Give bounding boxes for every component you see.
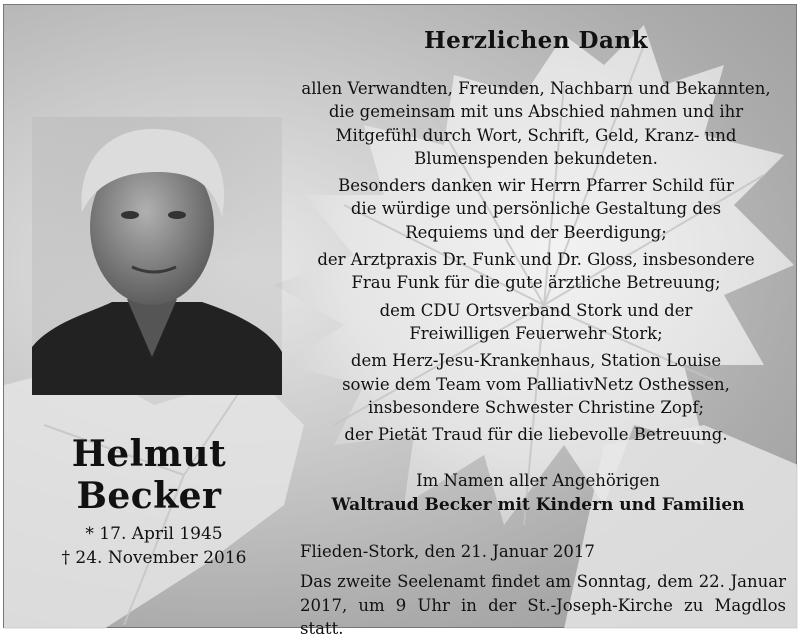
signature-names: Waltraud Becker mit Kindern und Familien [331,495,745,515]
text-line: insbesondere Schwester Christine Zopf; [367,397,705,417]
text-line: der Pietät Traud für die liebevolle Betreuung. [344,425,728,445]
page-title: Herzlichen Dank [423,27,649,54]
text-line: sowie dem Team vom PalliativNetz Osthessen, [342,374,730,394]
signature-intro: Im Namen aller Angehörigen [416,471,660,490]
text-line: Freiwilligen Feuerwehr Stork; [409,323,663,343]
paragraph [282,174,790,244]
death-date: † 24. November 2016 [61,548,247,568]
text-line: die würdige und persönliche Gestaltung des [350,199,722,219]
first-name: Helmut [71,433,227,475]
paragraph [282,77,790,170]
last-name: Becker [76,475,222,517]
life-dates [44,522,264,570]
mass-notice: Das zweite Seelenamt findet am Sonntag, dem 22. Januar 2017, um 9 Uhr in der St.-Joseph-Kirche zu Magdlos statt. [300,572,786,638]
text-line: dem Herz-Jesu-Krankenhaus, Station Louise [350,351,722,371]
text-line: Requiems und der Beerdigung; [405,222,667,242]
deceased-name [24,433,274,517]
paragraph [282,248,790,295]
text-line: allen Verwandten, Freunden, Nachbarn und Bekannten, [301,79,771,98]
text-line: Mitgefühl durch Wort, Schrift, Geld, Kranz- und [335,125,737,145]
paragraph [282,299,790,346]
text-line: Besonders danken wir Herrn Pfarrer Schild für [338,176,734,196]
portrait-photo [32,117,282,395]
thanks-text [282,77,790,446]
place-date: Flieden-Stork, den 21. Januar 2017 [300,542,595,561]
text-line: die gemeinsam mit uns Abschied nahmen und ihr [328,102,744,122]
text-line: der Arztpraxis Dr. Funk und Dr. Gloss, insbesondere [317,250,755,270]
birth-date: * 17. April 1945 [85,524,223,544]
text-line: Frau Funk für die gute ärztliche Betreuung; [351,273,721,293]
paragraph [282,423,790,446]
text-line: dem CDU Ortsverband Stork und der [379,300,693,320]
text-line: Blumenspenden bekundeten. [414,148,658,168]
paragraph [282,349,790,419]
obituary-card [3,4,797,638]
